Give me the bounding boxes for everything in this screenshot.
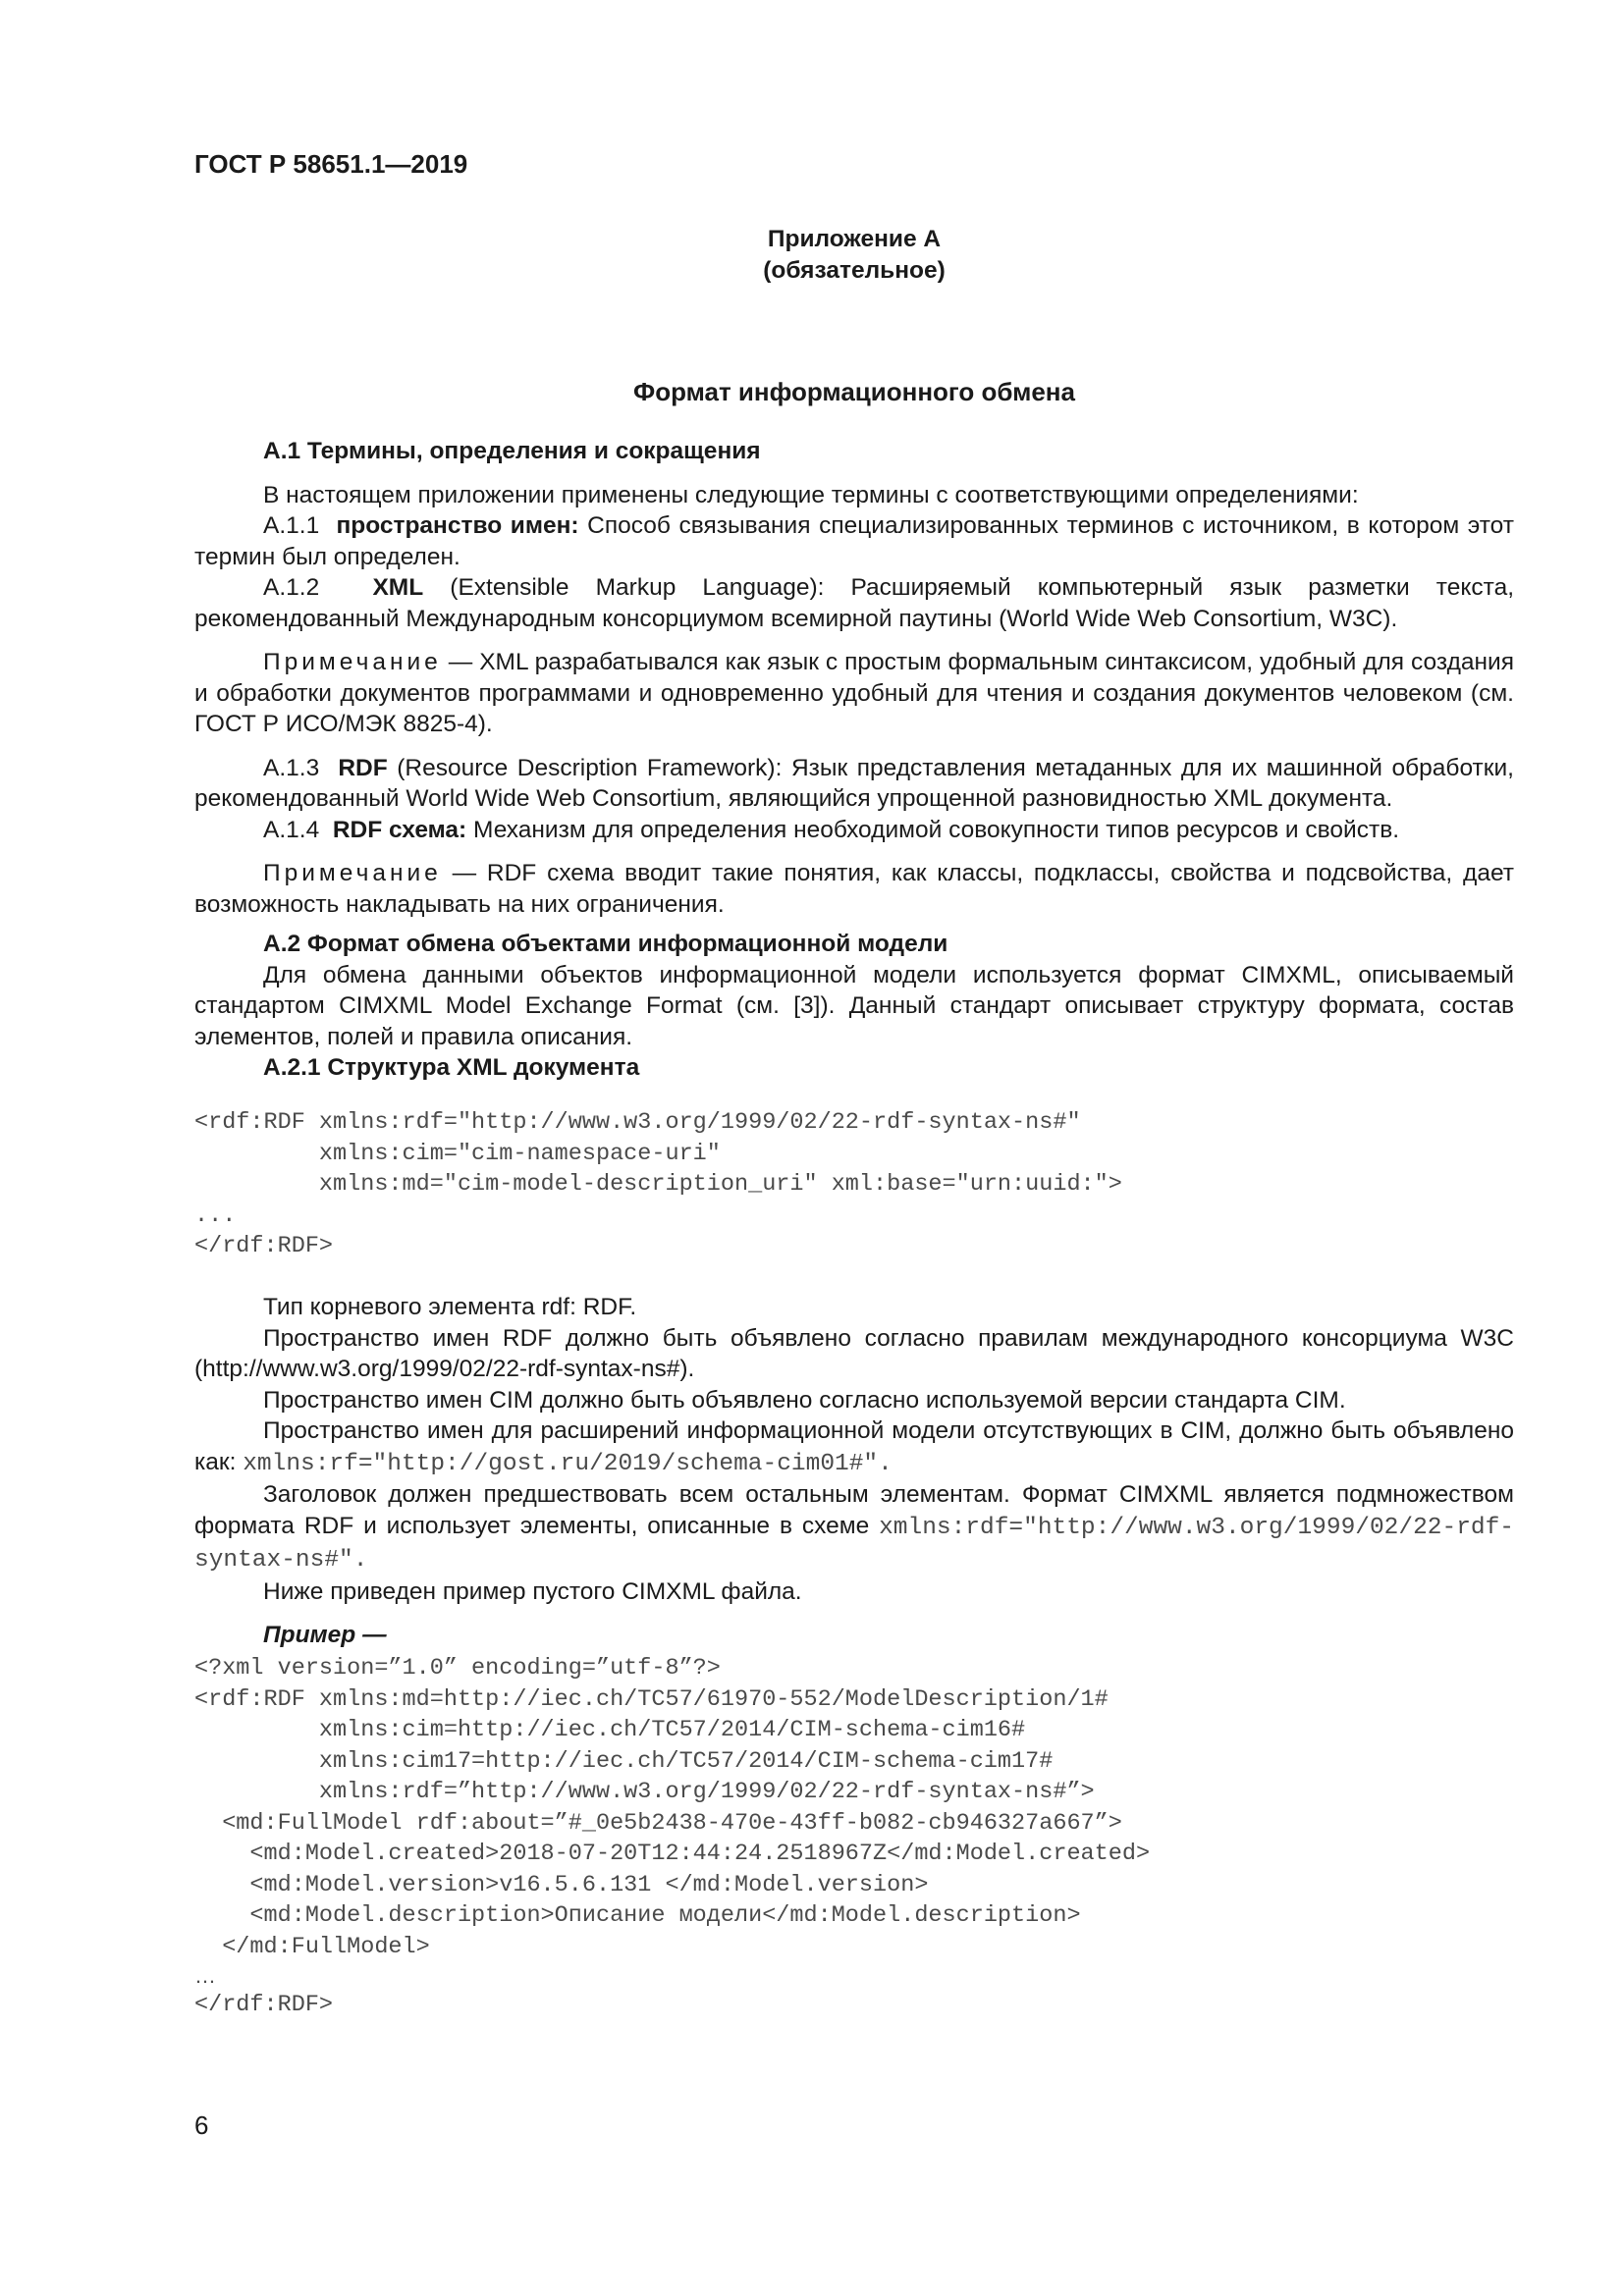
term-number: А.1.2 [263, 574, 320, 601]
term-name: RDF схема: [332, 816, 467, 843]
spacer [194, 634, 1514, 647]
a1-intro: В настоящем приложении применены следующие термины с соответствующими определениями: [263, 481, 1359, 508]
code-line: xmlns:cim17=http://iec.ch/TC57/2014/CIM-schema-cim17# [194, 1747, 1054, 1775]
code-line: xmlns:rdf=”http://www.w3.org/1999/02/22-rdf-syntax-ns#”> [194, 1779, 1095, 1805]
term-definition: Механизм для определения необходимой совокупности типов ресурсов и свойств. [466, 816, 1400, 843]
term-definition: Способ связывания специализированных терминов с источником, в котором этот термин был определен. [194, 512, 1514, 570]
code-block-structure [194, 1107, 1514, 1262]
term-definition: (Resource Description Framework): Язык представления метаданных для их машинной обработки, рекомендованный World Wide Web Consortium, являющийся упрощенной разновидностью XML документа. [194, 754, 1514, 812]
code-line: <md:Model.description>Описание модели</md:Model.description> [194, 1902, 1081, 1929]
code-line: xmlns:md="cim-model-description_uri" xml:base="urn:uuid:"> [194, 1171, 1122, 1198]
ellipsis: … [194, 1963, 216, 1988]
structure-description [194, 1292, 1514, 1651]
appendix-title: Приложение А [767, 226, 942, 252]
note-1 [194, 647, 1514, 740]
paragraph: Тип корневого элемента rdf: RDF. [263, 1294, 637, 1320]
code-line: ... [194, 1201, 237, 1229]
code-line: </rdf:RDF> [194, 1233, 334, 1259]
section-title: Формат информационного обмена [633, 377, 1075, 406]
note-label: Примечание [263, 649, 442, 675]
code-line: <md:Model.created>2018-07-20T12:44:24.2518967Z</md:Model.created> [194, 1841, 1151, 1867]
heading-a2: А.2 Формат обмена объектами информационной модели [263, 931, 948, 957]
term-a1-3 [194, 753, 1514, 815]
appendix-status: (обязательное) [763, 257, 946, 284]
paragraph-text: Заголовок должен предшествовать всем остальным элементам. Формат CIMXML является подмножеством формата RDF и использует элементы, описанные в схеме [194, 1481, 1514, 1539]
heading-a2-1: А.2.1 Структура XML документа [263, 1054, 640, 1081]
paragraph: Пространство имен CIM должно быть объявлено согласно используемой версии стандарта CIM. [263, 1386, 1346, 1414]
spacer [194, 740, 1514, 753]
term-name: XML [372, 574, 424, 601]
term-a1-4 [194, 815, 1514, 846]
page-number: 6 [194, 2110, 209, 2140]
code-line: </md:FullModel> [194, 1933, 430, 1960]
code-line: <md:FullModel rdf:about=”#_0e5b2438-470e-43ff-b082-cb946327a667”> [194, 1809, 1122, 1837]
example-label: Пример — [263, 1622, 387, 1648]
section-a1 [194, 436, 1514, 920]
inline-code: xmlns:rdf="http://www.w3.org/1999/02/22-rdf-syntax-ns#". [194, 1514, 1514, 1574]
paragraph-text: Пространство имен для расширений информационной модели отсутствующих в CIM, должно быть объявлено как: [194, 1417, 1514, 1475]
term-number: А.1.4 [263, 816, 320, 843]
inline-code: xmlns:rf="http://gost.ru/2019/schema-cim01#". [243, 1450, 893, 1477]
code-line: <?xml version=”1.0” encoding=”utf-8”?> [194, 1655, 721, 1682]
term-number: А.1.3 [263, 754, 320, 781]
term-a1-1 [194, 510, 1514, 572]
code-line: xmlns:cim=http://iec.ch/TC57/2014/CIM-schema-cim16# [194, 1717, 1026, 1743]
spacer [194, 1607, 1514, 1620]
spacer [194, 467, 1514, 480]
spacer [194, 845, 1514, 858]
code-line: <md:Model.version>v16.5.6.131 </md:Model.version> [194, 1871, 929, 1898]
standard-header: ГОСТ Р 58651.1—2019 [194, 149, 468, 179]
code-line: xmlns:cim="cim-namespace-uri" [194, 1140, 721, 1167]
paragraph: Ниже приведен пример пустого CIMXML файла. [263, 1577, 802, 1605]
section-a2 [194, 929, 1514, 1084]
note-2 [194, 858, 1514, 920]
code-line: <rdf:RDF xmlns:md=http://iec.ch/TC57/61970-552/ModelDescription/1# [194, 1685, 1109, 1713]
paragraph [194, 1479, 1514, 1576]
note-label: Примечание [263, 860, 442, 886]
a2-text: Для обмена данными объектов информационной модели используется формат CIMXML, описываемый стандартом CIMXML Model Exchange Format (см. [3]). Данный стандарт описывает структуру формата, состав элементов, полей и правила описания. [194, 961, 1514, 1050]
paragraph [194, 1415, 1514, 1479]
paragraph: Пространство имен RDF должно быть объявлено согласно правилам международного консорциума W3C (http://www.w3.org/1999/02/22-rdf-syntax-ns#). [194, 1324, 1514, 1382]
note-text: — RDF схема вводит такие понятия, как классы, подклассы, свойства и подсвойства, дает возможность накладывать на них ограничения. [194, 860, 1514, 918]
term-definition: (Extensible Markup Language): Расширяемый компьютерный язык разметки текста, рекомендованный Международным консорциумом всемирной паутины (World Wide Web Consortium, W3C). [194, 574, 1514, 632]
term-name: пространство имен: [336, 512, 579, 539]
code-line: <rdf:RDF xmlns:rdf="http://www.w3.org/1999/02/22-rdf-syntax-ns#" [194, 1109, 1081, 1136]
term-number: А.1.1 [263, 512, 320, 539]
term-name: RDF [338, 754, 388, 781]
code-block-example [194, 1653, 1514, 2021]
note-text: — XML разрабатывался как язык с простым формальным синтаксисом, удобный для создания и обработки документов программами и одновременно удобный для чтения и создания документов человеком (см. ГОСТ Р ИСО/МЭК 8825-4). [194, 649, 1514, 737]
term-a1-2 [194, 572, 1514, 634]
heading-a1: А.1 Термины, определения и сокращения [263, 438, 761, 464]
code-line: </rdf:RDF> [194, 1992, 334, 2018]
